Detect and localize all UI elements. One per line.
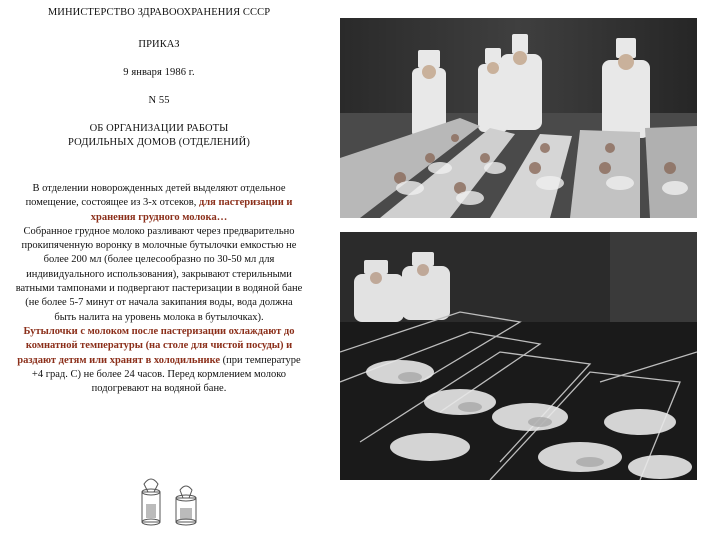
paragraph-2: Собранное грудное молоко разливают через предварительно прокипяченную воронку в молочные бутылочки емкостью не более 200 мл (более целесообразно по 30-50 мл для индивидуального использования), закрывают стерильными ватными тампонами и подвергают пастеризации в водяной бане (не более 5-7 минут от начала закипания воды, вода должна быть налита на уровень молока в бутылочках). bbox=[15, 225, 303, 323]
paragraph-3-highlight: Бутылочки с молоком после пастеризации охлаждают до комнатной температуры (на столе для чистой посуды) и раздают детям или хранят в холодильнике bbox=[17, 325, 295, 366]
ministry-heading: МИНИСТЕРСТВО ЗДРАВООХРАНЕНИЯ СССР bbox=[47, 7, 271, 18]
order-number: N 55 bbox=[148, 95, 170, 106]
paragraph-3-text: (при температуре +4 град. С) не более 24 часов. Перед кормлением молоко подогревают на водяной бане. bbox=[31, 354, 301, 395]
order-title-line1: ОБ ОРГАНИЗАЦИИ РАБОТЫ bbox=[89, 123, 229, 134]
nursery-photo-bottom bbox=[340, 232, 697, 480]
bottle-sketch-illustration bbox=[130, 470, 210, 530]
order-date: 9 января 1986 г. bbox=[123, 67, 195, 78]
paragraph-1-highlight: для пастеризации и хранения грудного молока… bbox=[90, 197, 293, 223]
order-body bbox=[14, 182, 304, 396]
paragraph-1 bbox=[14, 182, 304, 225]
paragraph-3 bbox=[14, 325, 304, 396]
order-type: ПРИКАЗ bbox=[138, 39, 180, 50]
paragraph-1-text: В отделении новорожденных детей выделяют отдельное помещение, состоящее из 3-х отсеков, bbox=[25, 183, 286, 209]
order-title-line2: РОДИЛЬНЫХ ДОМОВ (ОТДЕЛЕНИЙ) bbox=[68, 137, 250, 148]
nursery-photo-top bbox=[340, 18, 697, 218]
